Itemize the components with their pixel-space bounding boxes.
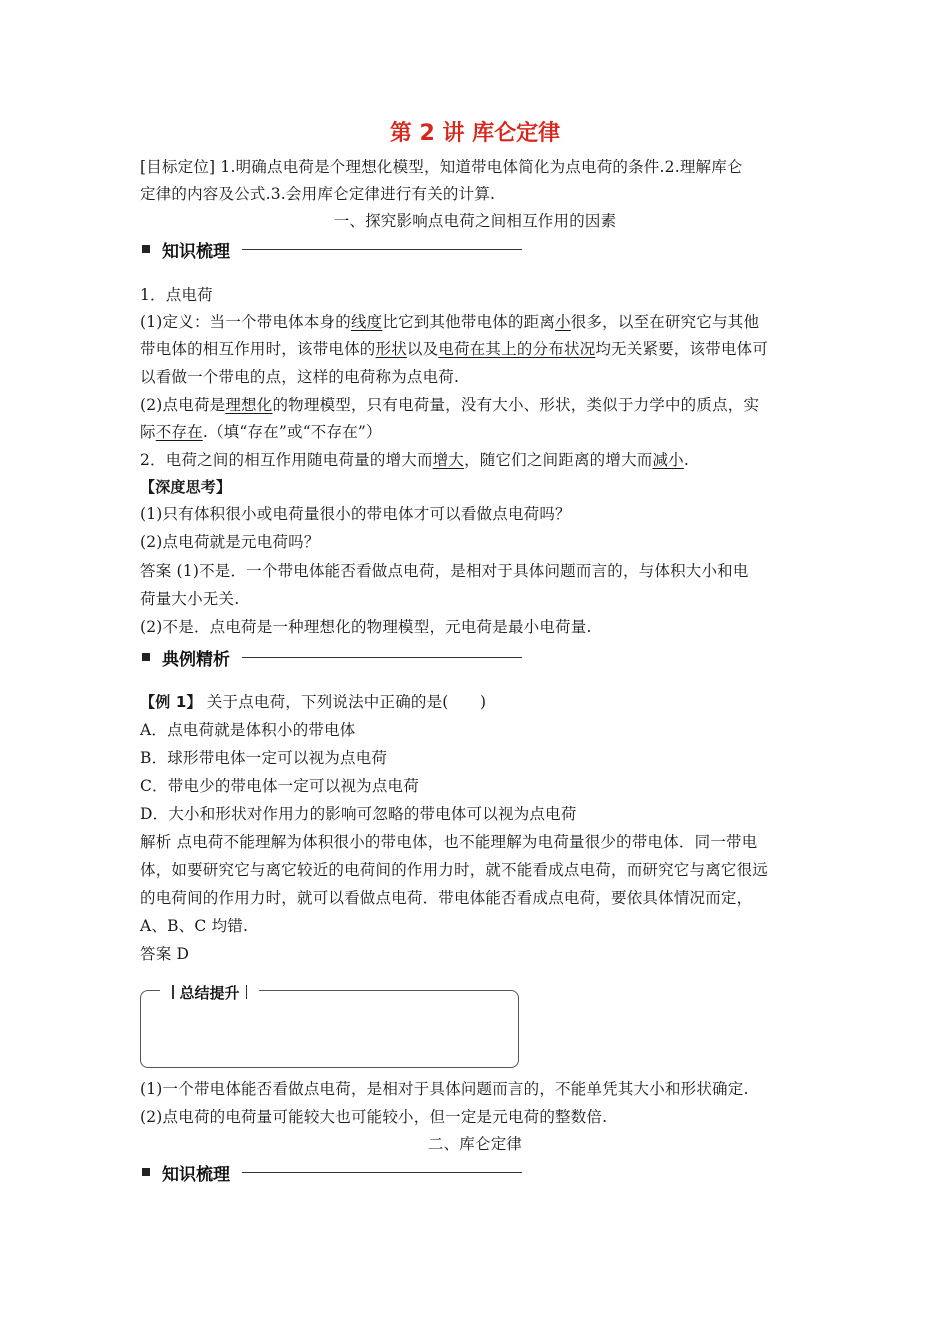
square-bullet-icon xyxy=(142,1168,150,1176)
section-examples xyxy=(140,644,522,670)
example-1-stem xyxy=(140,689,830,716)
blank-answer: 不存在 xyxy=(155,423,203,441)
deep-think-answer-2: (2)不是．点电荷是一种理想化的物理模型，元电荷是最小电荷量. xyxy=(140,618,592,636)
text: 关于点电荷，下列说法中正确的是( ) xyxy=(201,693,487,711)
section-knowledge-1 xyxy=(140,236,522,262)
text: ，随它们之间距离的增大而 xyxy=(464,451,653,469)
option-a: A．点电荷就是体积小的带电体 xyxy=(140,721,356,739)
text: 的物理模型，只有电荷量，没有大小、形状，类似于力学中的质点，实 xyxy=(272,396,760,414)
definition-line-3: 以看做一个带电的点，这样的电荷称为点电荷. xyxy=(140,368,460,386)
text: 带电体的相互作用时，该带电体的 xyxy=(140,340,376,358)
option-c: C．带电少的带电体一定可以视为点电荷 xyxy=(140,777,419,795)
deep-think-answer-1: 答案 (1)不是．一个带电体能否看做点电荷，是相对于具体问题而言的，与体积大小和电 xyxy=(140,562,749,580)
deep-think-q2: (2)点电荷就是元电荷吗？ xyxy=(140,533,320,551)
square-bullet-icon xyxy=(142,653,150,661)
summary-line-1: (1)一个带电体能否看做点电荷，是相对于具体问题而言的，不能单凭其大小和形状确定. xyxy=(140,1080,749,1098)
point-charge-heading: 1．点电荷 xyxy=(140,286,213,304)
divider-bar xyxy=(172,985,174,999)
text: (1)定义：当一个带电体本身的 xyxy=(140,313,351,331)
blank-answer: 减小 xyxy=(652,451,684,469)
section-label: 知识梳理 xyxy=(162,1164,230,1185)
objectives-line-2: 定律的内容及公式.3.会用库仑定律进行有关的计算. xyxy=(140,185,496,203)
blank-answer: 线度 xyxy=(350,313,383,331)
text: 均无关紧要，该带电体可 xyxy=(595,340,769,358)
ideal-model-line-1 xyxy=(140,392,830,419)
summary-label: 总结提升 xyxy=(179,983,240,1002)
ideal-model-line-2 xyxy=(140,419,830,446)
summary-line-2: (2)点电荷的电荷量可能较大也可能较小，但一定是元电荷的整数倍. xyxy=(140,1108,608,1126)
section-divider xyxy=(242,249,522,250)
page-title: 第 2 讲 库仑定律 xyxy=(389,121,561,146)
blank-answer: 理想化 xyxy=(225,396,273,414)
summary-tab xyxy=(160,980,259,1004)
text: .（填“存在”或“不存在”） xyxy=(202,423,382,441)
text: . xyxy=(683,451,690,469)
text: 2．电荷之间的相互作用随电荷量的增大而 xyxy=(140,451,433,469)
section-label: 知识梳理 xyxy=(162,241,230,262)
section-divider xyxy=(242,1172,522,1173)
divider-bar xyxy=(246,985,248,999)
option-d: D．大小和形状对作用力的影响可忽略的带电体可以视为点电荷 xyxy=(140,805,577,823)
blank-answer: 形状 xyxy=(375,340,407,358)
example-label: 【例 1】 xyxy=(140,693,202,711)
text: (2)点电荷是 xyxy=(140,396,226,414)
objectives-line-1: [目标定位] 1.明确点电荷是个理想化模型，知道带电体简化为点电荷的条件.2.理解库仑 xyxy=(140,158,743,176)
analysis-line-1: 解析 点电荷不能理解为体积很小的带电体，也不能理解为电荷量很少的带电体．同一带电 xyxy=(140,833,758,851)
blank-answer: 电荷在其上的分布状况 xyxy=(438,340,596,358)
text: 很多，以至在研究它与其他 xyxy=(570,313,760,331)
deep-think-answer-1b: 荷量大小无关. xyxy=(140,590,240,608)
part2-heading: 二、库仑定律 xyxy=(427,1135,523,1153)
example-answer: 答案 D xyxy=(140,945,190,963)
section-knowledge-2 xyxy=(140,1159,522,1185)
blank-answer: 小 xyxy=(555,313,571,331)
deep-think-q1: (1)只有体积很小或电荷量很小的带电体才可以看做点电荷吗？ xyxy=(140,505,571,523)
analysis-line-2: 体，如要研究它与离它较近的电荷间的作用力时，就不能看成点电荷，而研究它与离它很远 xyxy=(140,861,769,879)
section-label: 典例精析 xyxy=(162,649,230,670)
analysis-line-3: 的电荷间的作用力时，就可以看做点电荷．带电体能否看成点电荷，要依具体情况而定， xyxy=(140,889,753,907)
option-b: B．球形带电体一定可以视为点电荷 xyxy=(140,749,388,767)
blank-answer: 增大 xyxy=(432,451,465,469)
analysis-line-4: A、B、C 均错. xyxy=(140,917,249,935)
section-divider xyxy=(242,657,522,658)
text: 比它到其他带电体的距离 xyxy=(382,313,556,331)
deep-think-label: 【深度思考】 xyxy=(140,478,232,496)
text: 际 xyxy=(140,423,156,441)
square-bullet-icon xyxy=(142,245,150,253)
text: 以及 xyxy=(406,340,439,358)
interaction-line xyxy=(140,447,830,474)
part1-heading: 一、探究影响点电荷之间相互作用的因素 xyxy=(333,212,617,230)
definition-line-2 xyxy=(140,336,830,363)
definition-line-1 xyxy=(140,309,830,336)
